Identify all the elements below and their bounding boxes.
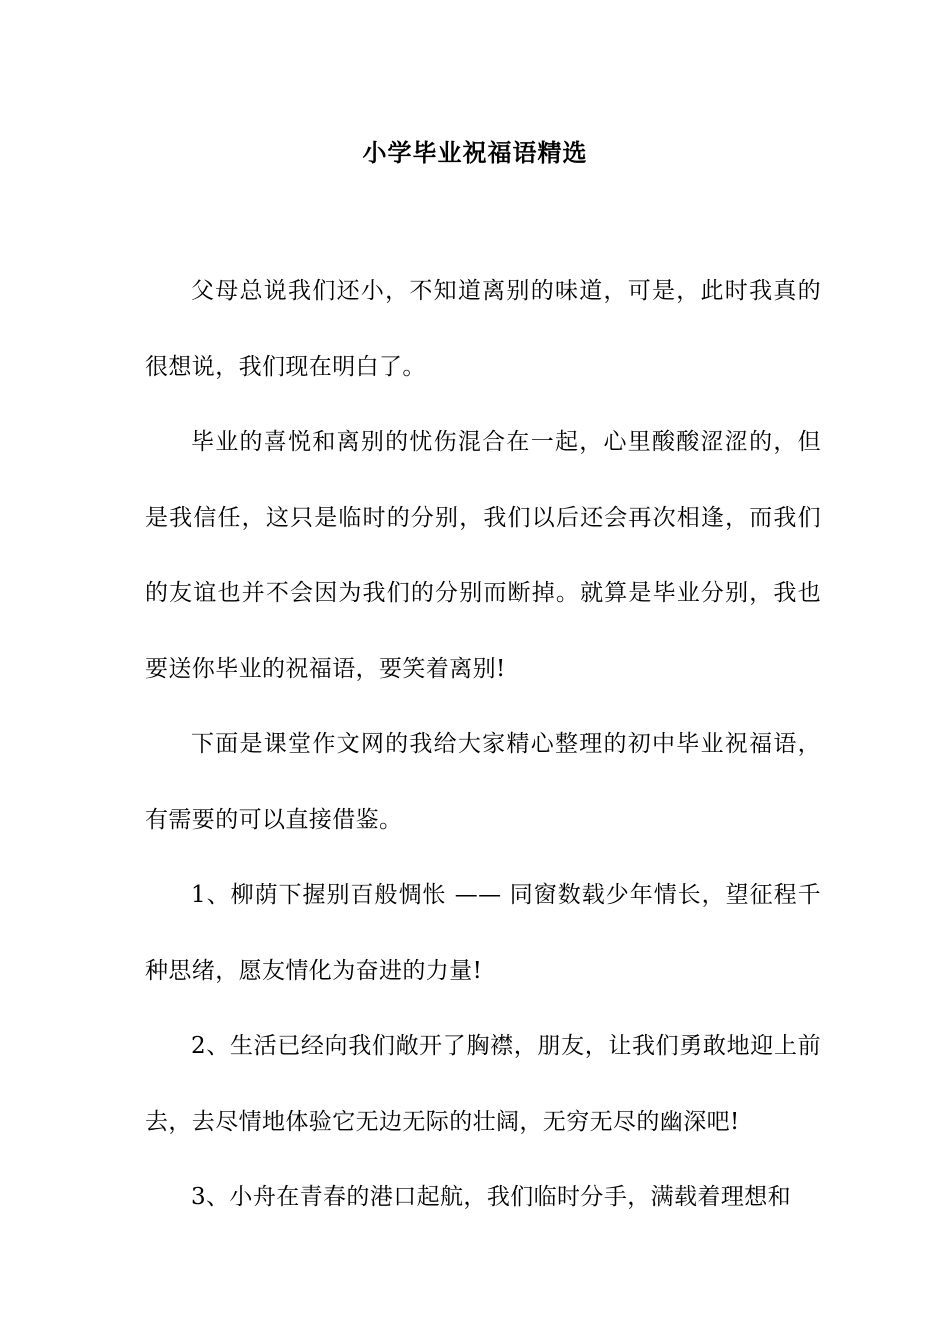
- paragraph-6: 3、小舟在青春的港口起航，我们临时分手，满载着理想和: [191, 1184, 792, 1210]
- document-title: 小学毕业祝福语精选: [362, 138, 588, 167]
- paragraph-1: 父母总说我们还小，不知道离别的味道，可是，此时我真的很想说，我们现在明白了。: [145, 278, 821, 380]
- document-body: [145, 254, 821, 1236]
- paragraph-3: 下面是课堂作文网的我给大家精心整理的初中毕业祝福语，有需要的可以直接借鉴。: [145, 731, 821, 833]
- paragraph-2: 毕业的喜悦和离别的忧伤混合在一起，心里酸酸涩涩的，但是我信任，这只是临时的分别，我们以后还会再次相逢，而我们的友谊也并不会因为我们的分别而断掉。就算是毕业分别，我也要送你毕业的祝福语，要笑着离别!: [145, 429, 821, 682]
- paragraph-5: 2、生活已经向我们敞开了胸襟，朋友，让我们勇敢地迎上前去，去尽情地体验它无边无际的壮阔，无穷无尽的幽深吧!: [145, 1033, 821, 1135]
- paragraph-4: 1、柳荫下握别百般惆怅 —— 同窗数载少年情长，望征程千种思绪，愿友情化为奋进的力量!: [145, 882, 821, 984]
